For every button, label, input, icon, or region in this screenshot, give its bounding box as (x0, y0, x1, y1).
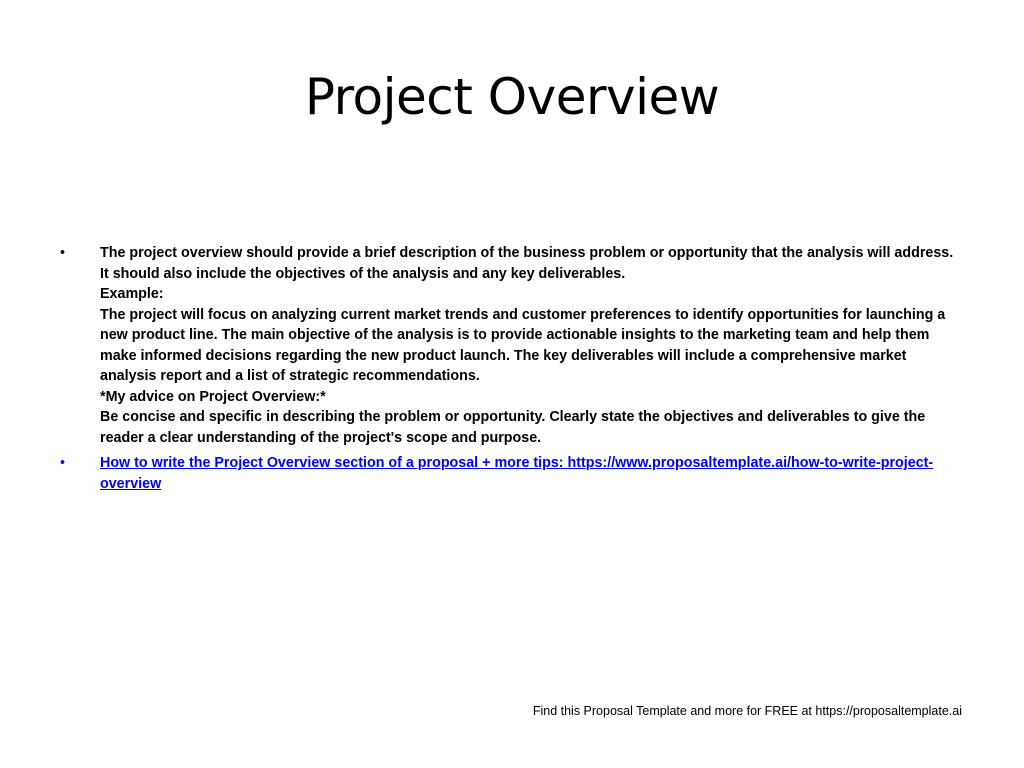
footer-note: Find this Proposal Template and more for FREE at https://proposaltemplate.ai (532, 704, 962, 718)
bullet-item-link (60, 453, 962, 494)
how-to-write-link[interactable]: How to write the Project Overview section of a proposal + more tips: https://www.proposaltemplate.ai/how-to-write-project-overview (100, 455, 934, 492)
advice-paragraph: Be concise and specific in describing the problem or opportunity. Clearly state the objectives and deliverables to give the reader a clear understanding of the project's scope and purpose. (100, 409, 926, 446)
bullet-point-icon: • (60, 455, 66, 471)
bullet-list (60, 243, 962, 499)
description-paragraph: The project overview should provide a brief description of the business problem or opportunity that the analysis will address. It should also include the objectives of the analysis and any key deliverables. (100, 245, 954, 282)
bullet-item-description (60, 243, 962, 448)
slide-title: Project Overview (304, 68, 720, 126)
example-paragraph: The project will focus on analyzing current market trends and customer preferences to identify opportunities for launching a new product line. The main objective of the analysis is to provide actionable insights to the marketing team and help them make informed decisions regarding the new product launch. The key deliverables will include a comprehensive market analysis report and a list of strategic recommendations. (100, 306, 946, 384)
advice-heading: *My advice on Project Overview:* (100, 388, 326, 405)
example-heading: Example: (100, 286, 164, 302)
bullet-point-icon: • (60, 245, 66, 261)
